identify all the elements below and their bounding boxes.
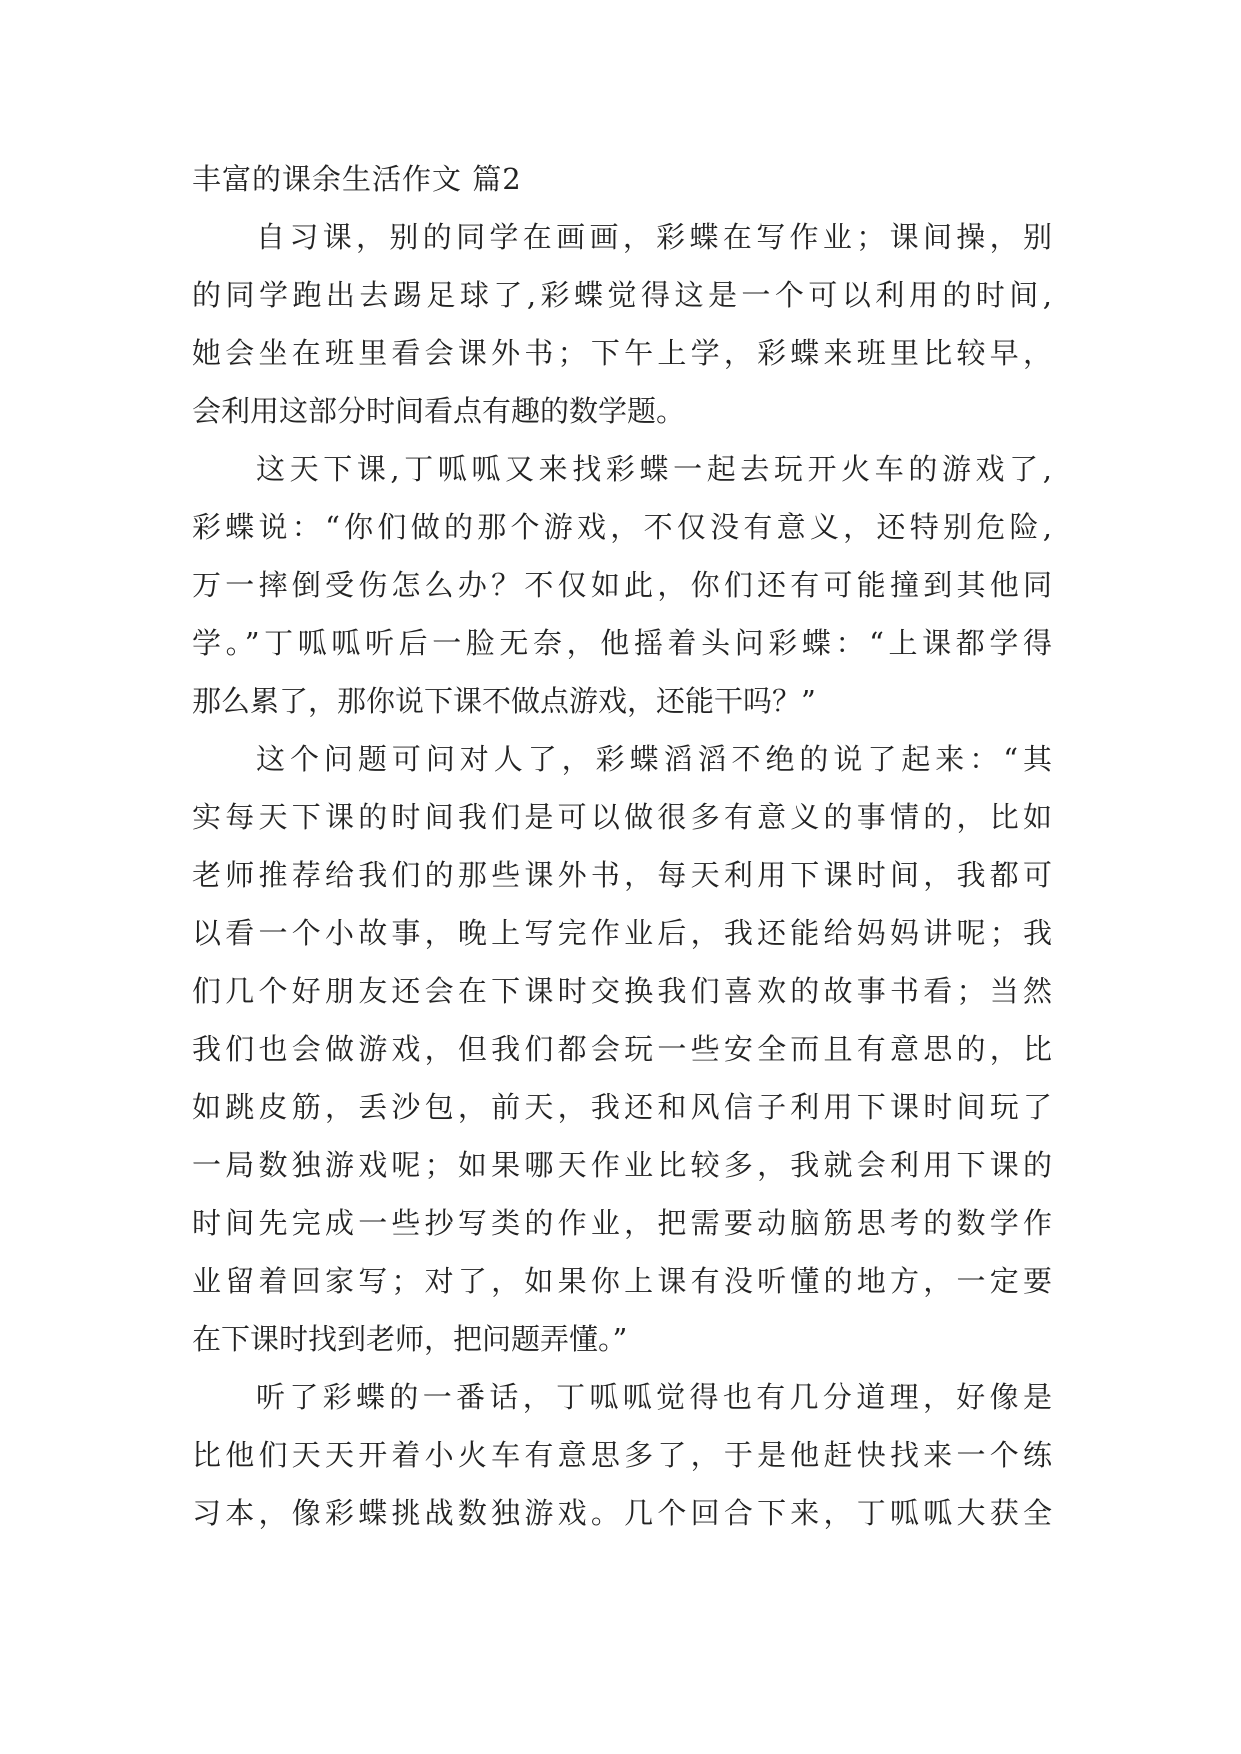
paragraph-line: 万一摔倒受伤怎么办？不仅如此，你们还有可能撞到其他同 [192,568,1052,602]
paragraph-line: 这个问题可问对人了，彩蝶滔滔不绝的说了起来：“其 [256,742,1052,776]
paragraph-line: 业留着回家写；对了，如果你上课有没听懂的地方，一定要 [192,1264,1052,1298]
paragraph-line: 自习课，别的同学在画画，彩蝶在写作业；课间操，别 [256,220,1052,254]
paragraph-line: 的同学跑出去踢足球了,彩蝶觉得这是一个可以利用的时间, [192,278,1052,312]
paragraph-line: 那么累了，那你说下课不做点游戏，还能干吗？” [192,684,816,718]
paragraph-2 [192,440,1052,730]
paragraph-4 [192,1368,1052,1542]
paragraph-line: 比他们天天开着小火车有意思多了，于是他赶快找来一个练 [192,1438,1052,1472]
paragraph-line: 听了彩蝶的一番话，丁呱呱觉得也有几分道理，好像是 [256,1380,1052,1414]
paragraph-line: 以看一个小故事，晚上写完作业后，我还能给妈妈讲呢；我 [192,916,1052,950]
essay-title: 丰富的课余生活作文 篇2 [192,162,522,196]
paragraph-3 [192,730,1052,1368]
paragraph-1 [192,208,1052,440]
paragraph-line: 我们也会做游戏，但我们都会玩一些安全而且有意思的，比 [192,1032,1052,1066]
document-page [192,150,1052,1542]
paragraph-line: 老师推荐给我们的那些课外书，每天利用下课时间，我都可 [192,858,1052,892]
paragraph-line: 学。”丁呱呱听后一脸无奈，他摇着头问彩蝶：“上课都学得 [192,626,1052,660]
paragraph-line: 习本，像彩蝶挑战数独游戏。几个回合下来，丁呱呱大获全 [192,1496,1052,1530]
paragraph-line: 会利用这部分时间看点有趣的数学题。 [192,394,686,428]
paragraph-line: 这天下课,丁呱呱又来找彩蝶一起去玩开火车的游戏了, [256,452,1052,486]
paragraph-line: 实每天下课的时间我们是可以做很多有意义的事情的，比如 [192,800,1052,834]
paragraph-line: 一局数独游戏呢；如果哪天作业比较多，我就会利用下课的 [192,1148,1052,1182]
paragraph-line: 时间先完成一些抄写类的作业，把需要动脑筋思考的数学作 [192,1206,1052,1240]
paragraph-line: 彩蝶说：“你们做的那个游戏，不仅没有意义，还特别危险, [192,510,1052,544]
paragraph-line: 她会坐在班里看会课外书；下午上学，彩蝶来班里比较早， [192,336,1052,370]
paragraph-line: 在下课时找到老师，把问题弄懂。” [192,1322,628,1356]
paragraph-line: 们几个好朋友还会在下课时交换我们喜欢的故事书看；当然 [192,974,1052,1008]
paragraph-line: 如跳皮筋，丢沙包，前天，我还和风信子利用下课时间玩了 [192,1090,1052,1124]
